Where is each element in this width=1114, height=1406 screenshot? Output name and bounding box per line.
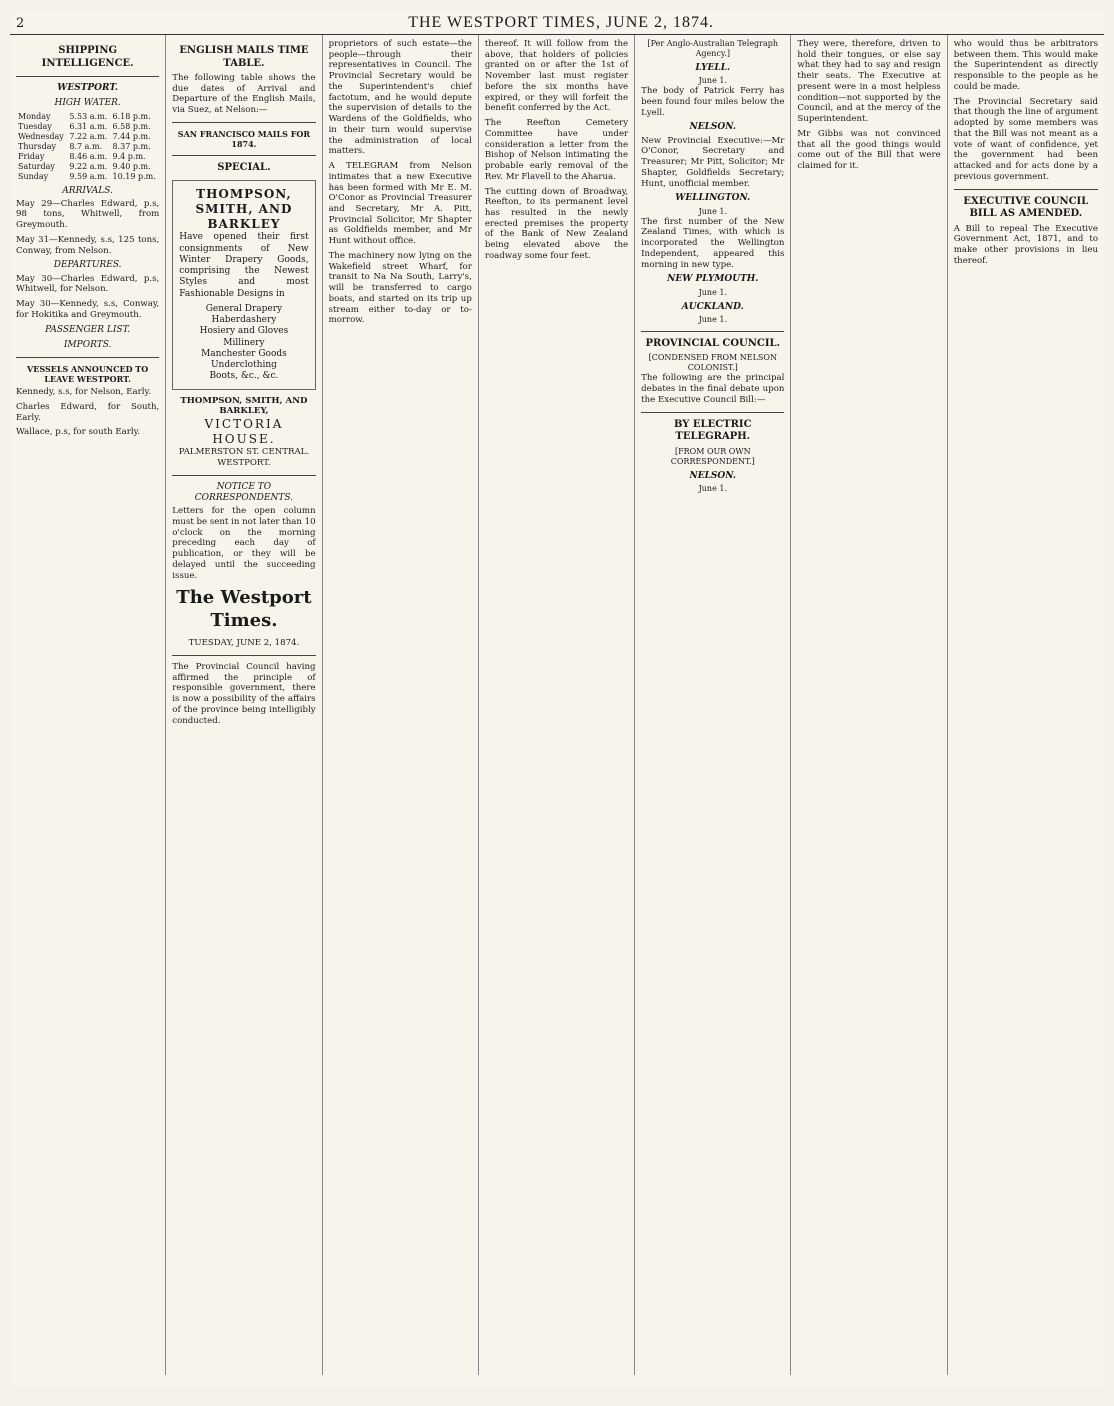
new-plymouth-heading: NEW PLYMOUTH. [667, 274, 759, 285]
arrival-entry: May 29—Charles Edward, p.s, 98 tons, Whitwell, from Greymouth. [16, 198, 160, 231]
ad-item: Millinery [223, 337, 265, 348]
ad-text: Have opened their first consignments of New Winter Drapery Goods, comprising the Newest Styles and most Fashionable Designs in [179, 232, 309, 299]
article-text: Mr Gibbs was not convinced that all the good things would come out of the Bill that were claimed for it. [797, 128, 941, 172]
shipping-heading: SHIPPING INTELLIGENCE. [41, 45, 134, 69]
article-text: The cutting down of Broadway, Reefton, to its permanent level has resulted in the newly erected premises the property of the Bank of New Zealand being elevated above the roadway some four feet. [484, 186, 629, 261]
telegraph-source: [FROM OUR OWN CORRESPONDENT.] [670, 446, 755, 466]
arrival-entry: May 31—Kennedy, s.s, 125 tons, Conway, from Nelson. [16, 234, 160, 256]
notice-heading: NOTICE TO CORRESPONDENTS. [194, 481, 294, 503]
page-number: 2 [16, 16, 25, 31]
nelson-heading: NELSON. [689, 122, 737, 133]
article-text: thereof. It will follow from the above, that holders of policies granted on or after the 1st of November last must register before the six months have expired, or they will forfeit the benefit conferred by the Act. [484, 39, 629, 114]
ad-item: Boots, &c., &c. [209, 371, 279, 382]
arrivals-heading: ARRIVALS. [62, 185, 113, 196]
auckland-date: June 1. [698, 314, 727, 324]
telegraph-date: June 1. [698, 483, 727, 493]
vessel-entry: Wallace, p.s, for south Early. [16, 427, 141, 438]
departures-heading: DEPARTURES. [53, 260, 122, 271]
column-1 [10, 35, 166, 1375]
special-heading: SPECIAL. [217, 161, 271, 173]
editorial-text: The Provincial Council having affirmed the principle of responsible government, there is now a possibility of the affairs of the province being intelligibly conducted. [172, 662, 316, 726]
ad-item: Underclothing [210, 360, 277, 371]
lyell-text: The body of Patrick Ferry has been found four miles below the Lyell. [641, 86, 785, 118]
ad-item: Manchester Goods [201, 348, 287, 359]
newspaper-page [10, 10, 1104, 1386]
article-text: The Provincial Secretary said that though the line of argument adopted by some members was that the Bill was not meant as a vote of want of confidence, yet the government had been attacked and for acts done by a previous government. [953, 96, 1098, 182]
ad2-house: VICTORIA HOUSE. [204, 417, 284, 447]
departure-entry: May 30—Charles Edward, p.s, Whitwell, for Nelson. [16, 273, 160, 295]
lyell-date: June 1. [698, 76, 727, 86]
column-7 [948, 35, 1104, 1375]
masthead-title: THE WESTPORT TIMES, JUNE 2, 1874. [408, 14, 715, 31]
vessel-entry: Kennedy, s.s, for Nelson, Early. [16, 387, 151, 398]
paper-title: The Westport Times. [176, 587, 312, 631]
column-4 [479, 35, 635, 1375]
departure-entry: May 30—Kennedy, s.s, Conway, for Hokitika and Greymouth. [16, 299, 160, 320]
vessel-entry: Charles Edward, for South, Early. [16, 401, 160, 423]
westport-heading: WESTPORT. [57, 83, 119, 93]
auckland-heading: AUCKLAND. [681, 301, 744, 312]
ad-item: Haberdashery [211, 315, 277, 326]
ad-item: General Drapery [205, 303, 283, 314]
mails-note: The following table shows the due dates of Arrival and Departure of the English Mails, via Suez, at Nelson:— [172, 73, 316, 116]
ad-firm: THOMPSON, SMITH, AND BARKLEY [195, 187, 293, 232]
passenger-heading: PASSENGER LIST. [45, 324, 131, 335]
tide-table: Monday 5.53 a.m. 6.18 p.m. Tuesday 6.31 a.m. 6.58 p.m. Wednesday 7.22 a.m. 7.44 p.m. Thursday 8.7 a.m. 8.37 p.m. Friday 8.46 a.m. 9.4 p.m. Saturday 9.22 a.m. 9.40 p.m. Sunday 9.59 a.m. 10.19 p.m. [18, 111, 156, 181]
wellington-date: June 1. [698, 206, 727, 216]
column-3 [323, 35, 479, 1375]
agency-line: [Per Anglo-Australian Telegraph Agency.] [647, 39, 779, 58]
article-text: proprietors of such estate—the people—through their representatives in Council. The Provincial Secretary would be the Superintendent's chief factotum, and he would depute the supervision of details to the Wardens of the Goldfields, who in their turn would supervise the administration of local matters. [328, 39, 472, 157]
pc-source: [CONDENSED FROM NELSON COLONIST.] [648, 353, 777, 373]
high-water-heading: HIGH WATER. [54, 98, 121, 109]
column-5 [635, 35, 791, 1375]
imports-heading: IMPORTS. [63, 339, 112, 350]
sf-mails-heading: SAN FRANCISCO MAILS FOR 1874. [177, 128, 311, 149]
telegraph-place: NELSON. [689, 470, 737, 481]
wellington-text: The first number of the New Zealand Times, with which is incorporated the Wellington Independent, appeared this morning in new type. [641, 216, 785, 270]
pc-text: The following are the principal debates in the final debate upon the Executive Council Bill:— [641, 373, 785, 405]
wellington-heading: WELLINGTON. [675, 193, 751, 204]
ad2-street: PALMERSTON ST. CENTRAL. [178, 447, 310, 458]
ad2-town: WESTPORT. [217, 457, 271, 468]
column-6 [791, 35, 947, 1375]
provincial-council-heading: PROVINCIAL COUNCIL. [645, 337, 781, 349]
lyell-heading: LYELL. [695, 63, 731, 73]
notice-text: Letters for the open column must be sent in not later than 10 o'clock on the morning preceding each day of publication, or they will be delayed until the succeeding issue. [172, 506, 316, 581]
article-text: The Reefton Cemetery Committee have under consideration a letter from the Bishop of Nelson intimating the probable early removal of the Rev. Mr Flavell to the Aharua. [484, 118, 629, 182]
vessels-heading: VESSELS ANNOUNCED TO LEAVE WESTPORT. [27, 364, 149, 385]
article-text: who would thus be arbitrators between them. This would make the Superintendent as directly responsible to the people as he could be made. [953, 39, 1098, 92]
article-text: They were, therefore, driven to hold their tongues, or else say what they had to say and resign their seats. The Executive at present were in a most helpless condition—not supported by the Council, and at the mercy of the Superintendent. [797, 39, 941, 125]
executive-council-bill-heading: EXECUTIVE COUNCIL BILL AS AMENDED. [963, 195, 1089, 220]
ad2-firm: THOMPSON, SMITH, AND BARKLEY, [180, 395, 308, 417]
masthead [10, 10, 1104, 35]
columns [10, 35, 1104, 1375]
executive-council-bill-text: A Bill to repeal The Executive Government Act, 1871, and to make other provisions in lieu thereof. [953, 223, 1098, 266]
nelson-text: New Provincial Executive:—Mr O'Conor, Secretary and Treasurer; Mr Pitt, Solicitor; Mr Shapter, Goldfields Secretary; Hunt, unofficial member. [641, 135, 785, 189]
article-text: The machinery now lying on the Wakefield street Wharf, for transit to Na Na South, Larry's, will be transferred to cargo boats, and started on its trip up stream either to-day or to-morrow. [328, 250, 472, 326]
article-text: A TELEGRAM from Nelson intimates that a new Executive has been formed with Mr E. M. O'Conor as Provincial Treasurer and Secretary, Mr A. Pitt, Provincial Solicitor, Mr Shapter as Goldfields member, and Mr Hunt without office. [328, 161, 472, 247]
date-line: TUESDAY, JUNE 2, 1874. [188, 638, 300, 649]
new-plymouth-date: June 1. [698, 287, 727, 297]
ad-item: Hosiery and Gloves [199, 326, 289, 337]
advertisement [172, 180, 315, 389]
telegraph-heading: BY ELECTRIC TELEGRAPH. [674, 418, 752, 442]
column-2 [166, 35, 322, 1375]
mails-heading: ENGLISH MAILS TIME TABLE. [179, 45, 309, 69]
